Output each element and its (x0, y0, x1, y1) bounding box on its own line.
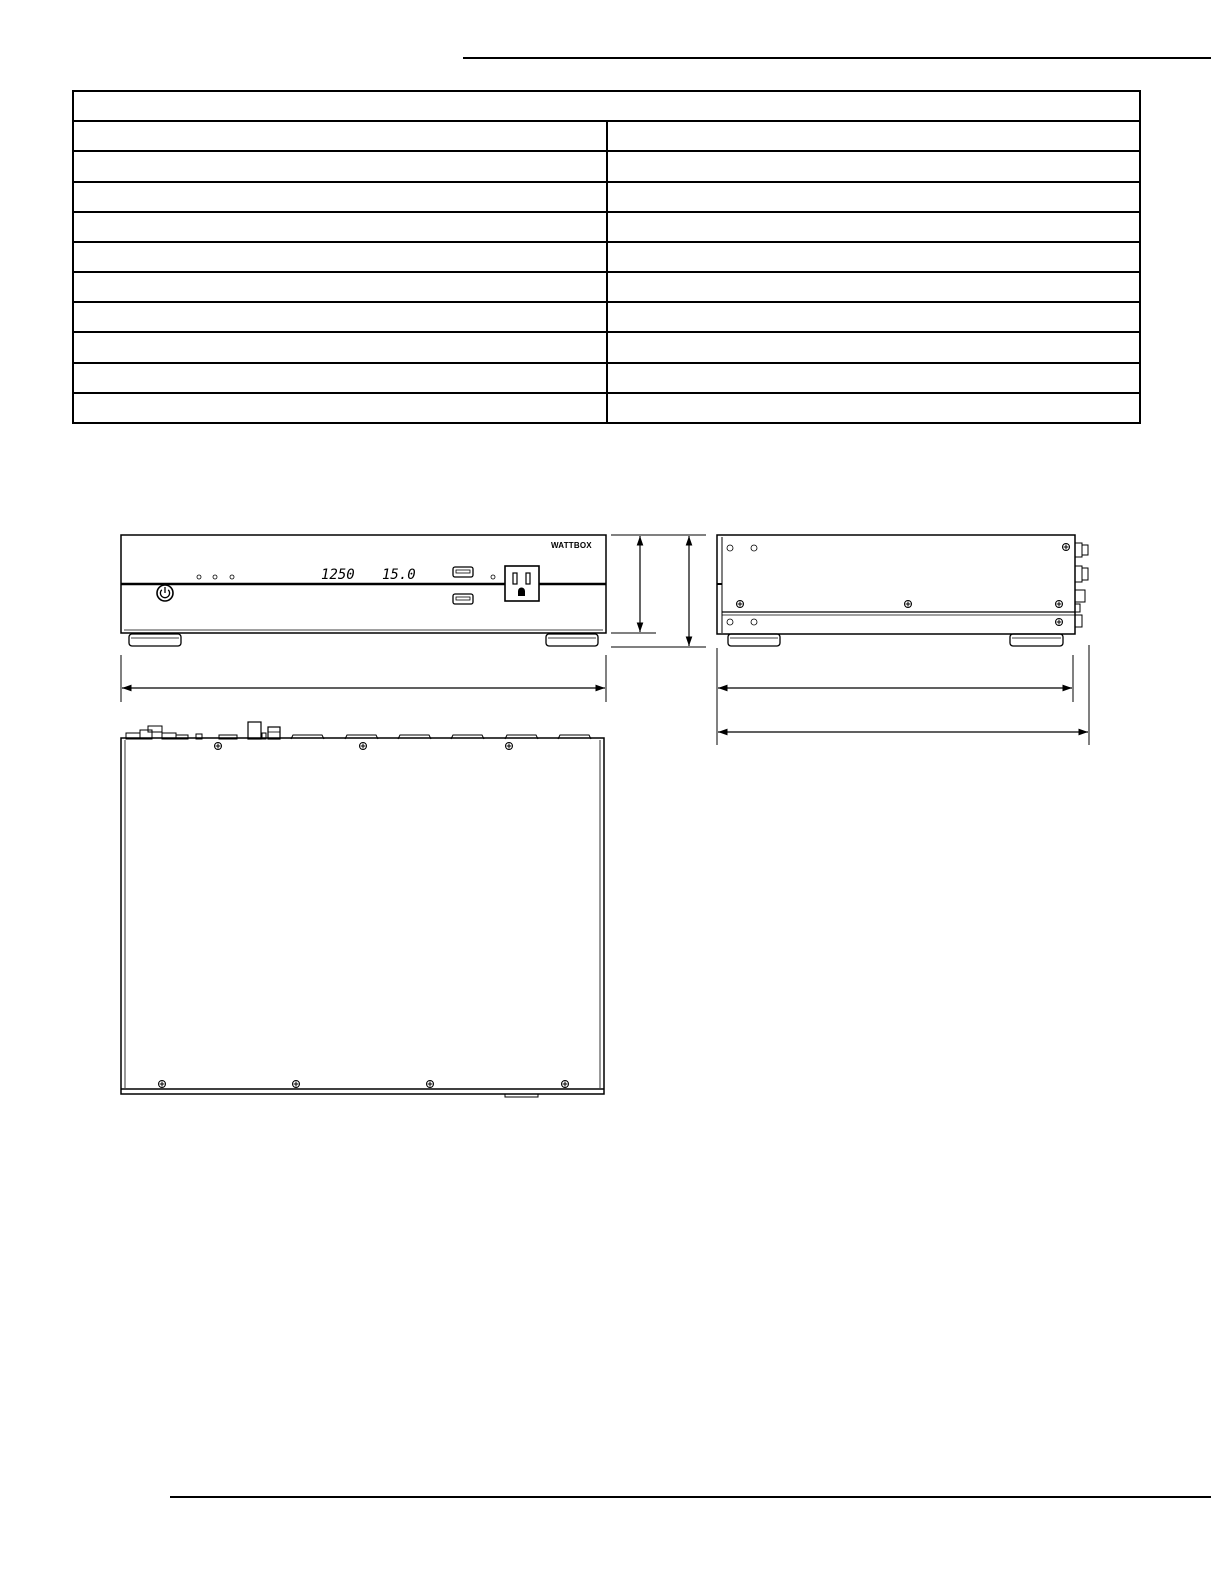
table-header-cell (73, 91, 1140, 121)
screw-icon (905, 601, 912, 608)
height-dimensions (611, 535, 706, 647)
display-right: 15.0 (382, 567, 416, 583)
screw-icon (293, 1081, 300, 1088)
rear-connectors (1075, 543, 1088, 627)
table-cell-value (607, 363, 1141, 393)
usb-port-icon (453, 594, 473, 604)
spec-table (72, 90, 1141, 424)
table-cell-label (73, 302, 607, 332)
brand-logo: WATTBOX (551, 541, 592, 550)
screw-icon (159, 1081, 166, 1088)
table-row (73, 182, 1140, 212)
side-foot-front (728, 634, 780, 646)
table-cell-value (607, 272, 1141, 302)
table-row (73, 151, 1140, 181)
screw-icon (215, 743, 222, 750)
top-view (121, 722, 604, 1097)
table-cell-value (607, 182, 1141, 212)
table-cell-label (73, 182, 607, 212)
table-cell-label (73, 393, 607, 423)
front-panel (121, 535, 606, 633)
spec-table-body (73, 91, 1140, 423)
top-panel (121, 738, 604, 1094)
table-row (73, 242, 1140, 272)
table-row (73, 272, 1140, 302)
status-led-2 (213, 575, 217, 579)
table-cell-label (73, 363, 607, 393)
display-left: 1250 (321, 567, 355, 583)
table-cell-value (607, 302, 1141, 332)
table-row (73, 121, 1140, 151)
table-cell-label (73, 151, 607, 181)
table-row (73, 212, 1140, 242)
depth-dimensions (717, 645, 1089, 745)
table-header-row (73, 91, 1140, 121)
table-cell-label (73, 242, 607, 272)
front-foot-right (546, 634, 598, 646)
screw-icon (737, 601, 744, 608)
rear-terminal-block (126, 726, 237, 739)
table-row (73, 302, 1140, 332)
table-row (73, 332, 1140, 362)
status-led-1 (197, 575, 201, 579)
width-dimension (121, 655, 606, 702)
front-tab (505, 1094, 538, 1097)
front-view (121, 535, 606, 646)
table-row (73, 363, 1140, 393)
table-cell-value (607, 212, 1141, 242)
screw-icon (1056, 601, 1063, 608)
screw-icon (1063, 544, 1070, 551)
side-hole (727, 545, 733, 551)
screw-icon (506, 743, 513, 750)
outlet-icon (505, 566, 539, 601)
side-hole (751, 619, 757, 625)
table-row (73, 393, 1140, 423)
table-cell-value (607, 393, 1141, 423)
screw-icon (360, 743, 367, 750)
screw-icon (1056, 619, 1063, 626)
side-foot-rear (1010, 634, 1063, 646)
table-cell-value (607, 242, 1141, 272)
table-cell-value (607, 121, 1141, 151)
side-view (717, 535, 1088, 646)
rear-outlet-bumps (291, 735, 591, 739)
table-cell-value (607, 332, 1141, 362)
outlet-led (491, 575, 495, 579)
table-cell-label (73, 332, 607, 362)
front-foot-left (129, 634, 181, 646)
rear-coax-connectors (248, 722, 280, 739)
table-cell-label (73, 272, 607, 302)
table-cell-value (607, 151, 1141, 181)
usb-port-icon (453, 567, 473, 577)
status-led-3 (230, 575, 234, 579)
table-cell-label (73, 212, 607, 242)
screw-icon (562, 1081, 569, 1088)
screw-icon (427, 1081, 434, 1088)
power-icon (157, 585, 173, 601)
side-panel (717, 535, 1075, 634)
side-hole (751, 545, 757, 551)
side-hole (727, 619, 733, 625)
table-cell-label (73, 121, 607, 151)
